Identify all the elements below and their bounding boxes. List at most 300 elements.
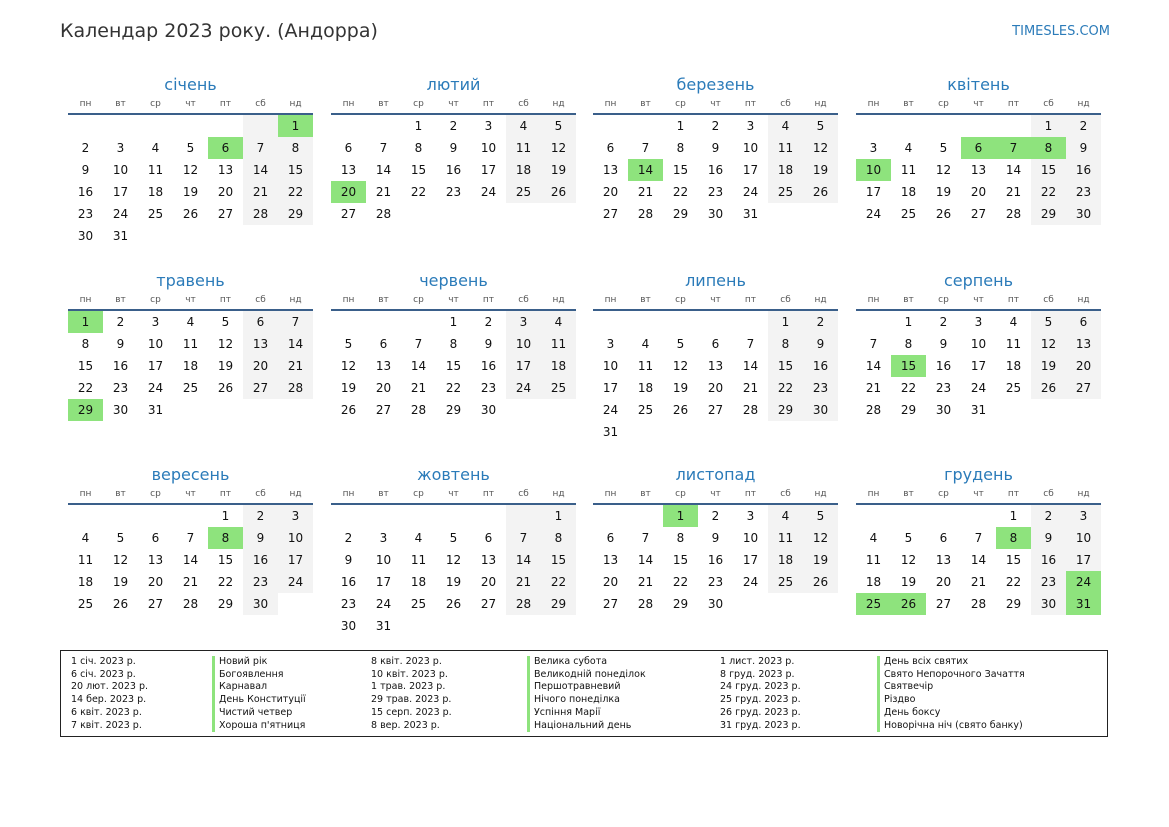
- day-cell: 28: [637, 207, 654, 221]
- month-name: жовтень: [417, 465, 490, 484]
- day-cell: 21: [1005, 185, 1022, 199]
- empty-cell: [593, 505, 628, 527]
- week-row: [331, 115, 576, 137]
- day-cell: 20: [147, 575, 164, 589]
- holiday-date: 8 вер. 2023 р.: [371, 719, 440, 731]
- day-cell: 8: [81, 337, 90, 351]
- empty-cell: [401, 505, 436, 527]
- day-cell: 5: [541, 115, 576, 137]
- day-cell: 16: [1031, 549, 1066, 571]
- month-9: [68, 464, 313, 615]
- day-cell: 7: [414, 337, 423, 351]
- empty-cell: [698, 311, 733, 333]
- day-cell: 28: [970, 597, 987, 611]
- weekday-label: ср: [413, 489, 424, 499]
- day-cell: 6: [939, 531, 948, 545]
- weekday-label: чт: [185, 99, 196, 109]
- day-cell: 15: [445, 359, 462, 373]
- day-cell: 2: [939, 315, 948, 329]
- weekday-label: сб: [518, 489, 529, 499]
- empty-cell: [68, 505, 103, 527]
- holiday-name: Карнавал: [219, 681, 268, 693]
- day-cell: 2: [484, 315, 493, 329]
- day-cell: 9: [81, 163, 90, 177]
- day-cell: 6: [484, 531, 493, 545]
- day-cell: 29: [445, 403, 462, 417]
- day-cell: 6: [1066, 311, 1101, 333]
- empty-cell: [996, 115, 1031, 137]
- day-cell: 4: [904, 141, 913, 155]
- empty-cell: [208, 399, 243, 421]
- day-cell: 12: [112, 553, 129, 567]
- day-cell: 5: [803, 505, 838, 527]
- day-cell: 17: [112, 185, 129, 199]
- weekday-label: ср: [150, 99, 161, 109]
- week-row: [331, 181, 576, 203]
- day-cell: 25: [768, 571, 803, 593]
- day-cell: 27: [602, 597, 619, 611]
- day-cell: 6: [606, 141, 615, 155]
- day-cell: 8: [996, 527, 1031, 549]
- weekday-label: ср: [413, 99, 424, 109]
- weekday-label: вт: [903, 295, 914, 305]
- legend-dates-column: [371, 656, 452, 732]
- day-cell: 12: [541, 137, 576, 159]
- day-cell: 25: [77, 597, 94, 611]
- holiday-date: 10 квіт. 2023 р.: [371, 668, 448, 680]
- day-cell: 10: [278, 527, 313, 549]
- empty-cell: [208, 225, 243, 247]
- empty-cell: [891, 505, 926, 527]
- day-cell: 19: [182, 185, 199, 199]
- day-cell: 5: [186, 141, 195, 155]
- day-cell: 7: [186, 531, 195, 545]
- day-cell: 15: [768, 355, 803, 377]
- empty-cell: [768, 421, 803, 443]
- holiday-name: Національний день: [534, 719, 632, 731]
- day-cell: 1: [278, 115, 313, 137]
- day-cell: 7: [243, 137, 278, 159]
- day-cell: 6: [606, 531, 615, 545]
- day-cell: 3: [116, 141, 125, 155]
- day-cell: 16: [707, 163, 724, 177]
- day-cell: 2: [116, 315, 125, 329]
- empty-cell: [401, 311, 436, 333]
- day-cell: 15: [77, 359, 94, 373]
- weekday-header: [68, 293, 313, 311]
- day-cell: 17: [865, 185, 882, 199]
- day-cell: 11: [410, 553, 427, 567]
- day-cell: 21: [410, 381, 427, 395]
- day-cell: 14: [865, 359, 882, 373]
- day-cell: 19: [1031, 355, 1066, 377]
- holiday-name: Новорічна ніч (свято банку): [884, 719, 1023, 731]
- day-cell: 27: [935, 597, 952, 611]
- day-cell: 18: [541, 355, 576, 377]
- month-11: [593, 464, 838, 615]
- month-name: травень: [156, 271, 225, 290]
- day-cell: 23: [445, 185, 462, 199]
- day-cell: 14: [278, 333, 313, 355]
- weekday-label: вт: [903, 489, 914, 499]
- week-row: [68, 137, 313, 159]
- day-cell: 24: [506, 377, 541, 399]
- holiday-name: Великодній понеділок: [534, 668, 646, 680]
- week-row: [68, 355, 313, 377]
- week-row: [856, 355, 1101, 377]
- day-cell: 12: [803, 527, 838, 549]
- weekday-label: пн: [79, 99, 92, 109]
- day-cell: 30: [77, 229, 94, 243]
- day-cell: 6: [711, 337, 720, 351]
- day-cell: 3: [278, 505, 313, 527]
- day-cell: 8: [904, 337, 913, 351]
- day-cell: 1: [449, 315, 458, 329]
- day-cell: 19: [217, 359, 234, 373]
- day-cell: 29: [1031, 203, 1066, 225]
- empty-cell: [173, 399, 208, 421]
- empty-cell: [436, 203, 471, 225]
- day-cell: 13: [970, 163, 987, 177]
- week-row: [856, 571, 1101, 593]
- day-cell: 25: [147, 207, 164, 221]
- week-row: [331, 399, 576, 421]
- week-row: [331, 159, 576, 181]
- week-row: [593, 549, 838, 571]
- day-cell: 26: [541, 181, 576, 203]
- empty-cell: [1031, 399, 1066, 421]
- day-cell: 17: [970, 359, 987, 373]
- day-cell: 4: [414, 531, 423, 545]
- day-cell: 13: [935, 553, 952, 567]
- day-cell: 22: [1031, 181, 1066, 203]
- day-cell: 12: [803, 137, 838, 159]
- day-cell: 9: [1066, 137, 1101, 159]
- day-cell: 20: [602, 185, 619, 199]
- day-cell: 8: [1031, 137, 1066, 159]
- week-row: [68, 377, 313, 399]
- day-cell: 26: [217, 381, 234, 395]
- day-cell: 8: [449, 337, 458, 351]
- weekday-label: чт: [448, 99, 459, 109]
- week-row: [856, 311, 1101, 333]
- day-cell: 12: [217, 337, 234, 351]
- day-cell: 12: [445, 553, 462, 567]
- day-cell: 19: [672, 381, 689, 395]
- holiday-date: 20 лют. 2023 р.: [71, 681, 148, 693]
- day-cell: 14: [182, 553, 199, 567]
- week-row: [331, 571, 576, 593]
- week-row: [856, 399, 1101, 421]
- day-cell: 11: [506, 137, 541, 159]
- weekday-label: вт: [903, 99, 914, 109]
- holiday-name: Успіння Марії: [534, 706, 601, 718]
- weekday-label: чт: [185, 295, 196, 305]
- day-cell: 29: [768, 399, 803, 421]
- week-row: [68, 571, 313, 593]
- month-name: квітень: [947, 75, 1010, 94]
- day-cell: 16: [480, 359, 497, 373]
- day-cell: 16: [77, 185, 94, 199]
- day-cell: 16: [340, 575, 357, 589]
- week-row: [593, 421, 838, 443]
- week-row: [68, 181, 313, 203]
- day-cell: 6: [151, 531, 160, 545]
- weekday-label: вт: [378, 99, 389, 109]
- weekday-label: вт: [378, 489, 389, 499]
- day-cell: 1: [68, 311, 103, 333]
- week-row: [593, 333, 838, 355]
- day-cell: 8: [208, 527, 243, 549]
- day-cell: 9: [711, 531, 720, 545]
- day-cell: 20: [970, 185, 987, 199]
- day-cell: 6: [379, 337, 388, 351]
- weekday-label: ср: [675, 99, 686, 109]
- day-cell: 1: [541, 505, 576, 527]
- day-cell: 14: [637, 553, 654, 567]
- day-cell: 30: [707, 207, 724, 221]
- day-cell: 13: [707, 359, 724, 373]
- week-row: [331, 377, 576, 399]
- weekday-label: нд: [289, 489, 302, 499]
- day-cell: 17: [278, 549, 313, 571]
- weekday-label: вт: [640, 489, 651, 499]
- legend-names-column: [877, 656, 1025, 732]
- week-row: [331, 505, 576, 527]
- day-cell: 30: [480, 403, 497, 417]
- weekday-label: вт: [115, 99, 126, 109]
- holiday-date: 26 груд. 2023 р.: [720, 706, 801, 718]
- empty-cell: [103, 505, 138, 527]
- week-row: [68, 527, 313, 549]
- day-cell: 20: [1066, 355, 1101, 377]
- holiday-date: 6 квіт. 2023 р.: [71, 706, 142, 718]
- month-name: січень: [164, 75, 217, 94]
- empty-cell: [436, 505, 471, 527]
- legend-dates-column: [71, 656, 148, 732]
- day-cell: 11: [768, 137, 803, 159]
- week-row: [593, 115, 838, 137]
- day-cell: 21: [637, 185, 654, 199]
- day-cell: 19: [900, 575, 917, 589]
- day-cell: 8: [414, 141, 423, 155]
- day-cell: 6: [344, 141, 353, 155]
- day-cell: 1: [221, 509, 230, 523]
- empty-cell: [961, 505, 996, 527]
- day-cell: 1: [414, 119, 423, 133]
- day-cell: 13: [602, 553, 619, 567]
- empty-cell: [961, 115, 996, 137]
- day-cell: 3: [506, 311, 541, 333]
- day-cell: 31: [1066, 593, 1101, 615]
- weekday-label: чт: [973, 99, 984, 109]
- day-cell: 7: [641, 141, 650, 155]
- day-cell: 26: [112, 597, 129, 611]
- empty-cell: [278, 593, 313, 615]
- day-cell: 7: [746, 337, 755, 351]
- month-7: [593, 270, 838, 443]
- day-cell: 8: [541, 527, 576, 549]
- day-cell: 27: [217, 207, 234, 221]
- week-row: [856, 527, 1101, 549]
- weekday-label: ср: [413, 295, 424, 305]
- empty-cell: [173, 225, 208, 247]
- weekday-label: пн: [867, 489, 880, 499]
- week-row: [856, 593, 1101, 615]
- month-name: грудень: [944, 465, 1013, 484]
- day-cell: 12: [672, 359, 689, 373]
- day-cell: 25: [856, 593, 891, 615]
- day-cell: 12: [182, 163, 199, 177]
- day-cell: 24: [1066, 571, 1101, 593]
- weekday-label: пн: [342, 99, 355, 109]
- empty-cell: [926, 505, 961, 527]
- day-cell: 31: [742, 207, 759, 221]
- empty-cell: [366, 115, 401, 137]
- day-cell: 24: [742, 575, 759, 589]
- day-cell: 9: [344, 553, 353, 567]
- week-row: [856, 203, 1101, 225]
- page-title: Календар 2023 року. (Андорра): [60, 20, 378, 42]
- day-cell: 12: [900, 553, 917, 567]
- month-5: [68, 270, 313, 421]
- empty-cell: [856, 311, 891, 333]
- empty-cell: [68, 115, 103, 137]
- weekday-label: сб: [1043, 489, 1054, 499]
- day-cell: 9: [939, 337, 948, 351]
- week-row: [331, 593, 576, 615]
- day-cell: 16: [935, 359, 952, 373]
- empty-cell: [103, 115, 138, 137]
- empty-cell: [436, 615, 471, 637]
- day-cell: 23: [1066, 181, 1101, 203]
- weekday-label: пн: [79, 489, 92, 499]
- day-cell: 20: [375, 381, 392, 395]
- empty-cell: [331, 115, 366, 137]
- day-cell: 11: [637, 359, 654, 373]
- day-cell: 4: [186, 315, 195, 329]
- week-row: [331, 355, 576, 377]
- weekday-label: нд: [814, 295, 827, 305]
- holiday-name: День Конституції: [219, 694, 306, 706]
- day-cell: 28: [865, 403, 882, 417]
- day-cell: 24: [970, 381, 987, 395]
- weekday-label: нд: [552, 99, 565, 109]
- day-cell: 15: [1031, 159, 1066, 181]
- weekday-label: чт: [710, 99, 721, 109]
- weekday-label: пт: [219, 295, 232, 305]
- day-cell: 4: [81, 531, 90, 545]
- day-cell: 1: [1031, 115, 1066, 137]
- weekday-label: сб: [518, 295, 529, 305]
- brand-link[interactable]: TIMESLES.COM: [1012, 24, 1110, 39]
- day-cell: 7: [996, 137, 1031, 159]
- day-cell: 3: [746, 509, 755, 523]
- weekday-label: пт: [1007, 489, 1020, 499]
- day-cell: 20: [707, 381, 724, 395]
- weekday-label: ср: [938, 489, 949, 499]
- day-cell: 26: [445, 597, 462, 611]
- holiday-date: 8 груд. 2023 р.: [720, 668, 795, 680]
- day-cell: 4: [151, 141, 160, 155]
- empty-cell: [803, 421, 838, 443]
- day-cell: 24: [112, 207, 129, 221]
- month-name: лютий: [426, 75, 481, 94]
- day-cell: 7: [278, 311, 313, 333]
- week-row: [593, 355, 838, 377]
- empty-cell: [663, 311, 698, 333]
- week-row: [331, 311, 576, 333]
- day-cell: 12: [1031, 333, 1066, 355]
- weekday-label: нд: [814, 99, 827, 109]
- day-cell: 11: [147, 163, 164, 177]
- weekday-label: нд: [289, 99, 302, 109]
- day-cell: 10: [742, 141, 759, 155]
- day-cell: 24: [742, 185, 759, 199]
- weekday-label: сб: [1043, 295, 1054, 305]
- weekday-label: вт: [640, 295, 651, 305]
- legend-dates-column: [720, 656, 801, 732]
- day-cell: 10: [506, 333, 541, 355]
- day-cell: 6: [208, 137, 243, 159]
- empty-cell: [541, 615, 576, 637]
- legend-names-column: [527, 656, 646, 732]
- empty-cell: [541, 399, 576, 421]
- weekday-label: ср: [938, 99, 949, 109]
- day-cell: 19: [112, 575, 129, 589]
- weekday-label: пт: [482, 295, 495, 305]
- empty-cell: [1066, 399, 1101, 421]
- day-cell: 2: [803, 311, 838, 333]
- day-cell: 30: [1031, 593, 1066, 615]
- holiday-name: Свято Непорочного Зачаття: [884, 668, 1025, 680]
- holiday-name: Хороша п'ятниця: [219, 719, 306, 731]
- day-cell: 11: [182, 337, 199, 351]
- day-cell: 30: [935, 403, 952, 417]
- day-cell: 4: [506, 115, 541, 137]
- holiday-date: 1 січ. 2023 р.: [71, 656, 136, 667]
- empty-cell: [471, 505, 506, 527]
- holiday-name: Новий рік: [219, 656, 268, 667]
- weekday-label: пт: [482, 99, 495, 109]
- day-cell: 27: [602, 207, 619, 221]
- day-cell: 29: [672, 207, 689, 221]
- day-cell: 15: [891, 355, 926, 377]
- empty-cell: [803, 593, 838, 615]
- empty-cell: [733, 421, 768, 443]
- weekday-label: чт: [973, 295, 984, 305]
- day-cell: 1: [1009, 509, 1018, 523]
- month-2: [331, 74, 576, 225]
- month-name: серпень: [944, 271, 1013, 290]
- day-cell: 17: [1066, 549, 1101, 571]
- day-cell: 7: [869, 337, 878, 351]
- month-10: [331, 464, 576, 637]
- month-name: липень: [685, 271, 746, 290]
- day-cell: 28: [742, 403, 759, 417]
- holiday-date: 8 квіт. 2023 р.: [371, 656, 442, 667]
- day-cell: 17: [742, 553, 759, 567]
- week-row: [331, 615, 576, 637]
- day-cell: 19: [803, 549, 838, 571]
- day-cell: 25: [541, 377, 576, 399]
- weekday-label: ср: [675, 295, 686, 305]
- month-name: листопад: [675, 465, 756, 484]
- empty-cell: [628, 115, 663, 137]
- weekday-label: сб: [518, 99, 529, 109]
- day-cell: 22: [217, 575, 234, 589]
- day-cell: 11: [1005, 337, 1022, 351]
